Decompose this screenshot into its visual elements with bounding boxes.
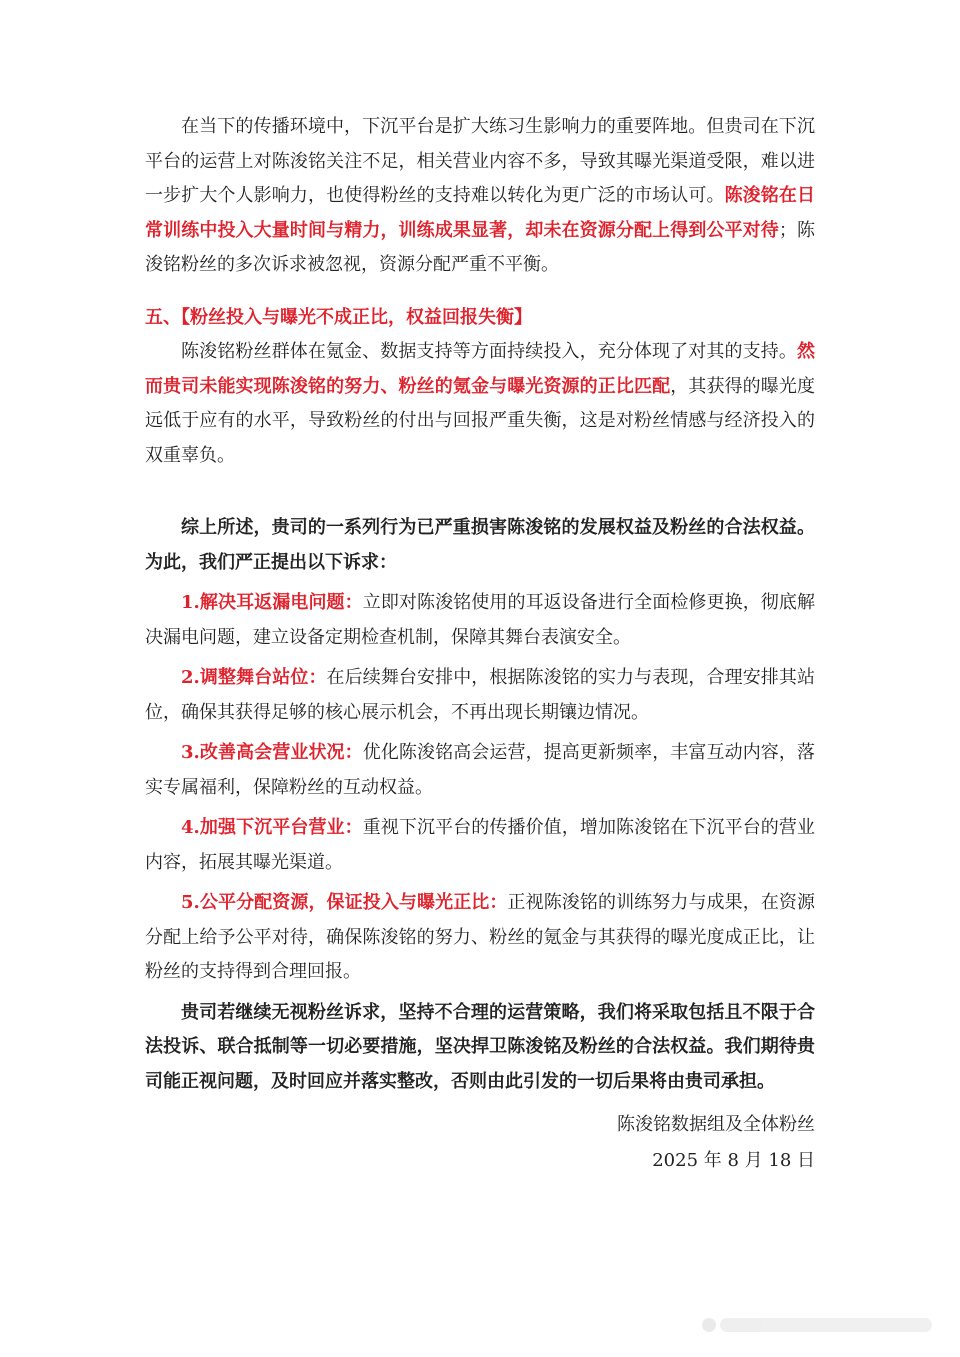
watermark-logo: [702, 1313, 932, 1337]
demand-title: 1.解决耳返漏电问题：: [181, 592, 363, 613]
demand-body: 重视下沉平台的传播价值，增加陈浚铭在下沉平台的营业内容，拓展其曝光渠道。: [145, 817, 815, 873]
section5-line1: 陈浚铭粉丝群体在氪金、数据支持等方面持续投入，充分体现了对其的支持。: [181, 341, 797, 362]
demand-item: [145, 886, 815, 990]
demand-body: 立即对陈浚铭使用的耳返设备进行全面检修更换，彻底解决漏电问题，建立设备定期检查机制，保障其舞台表演安全。: [145, 592, 815, 648]
letter-page: [145, 110, 815, 1179]
summary-paragraph: 综上所述，贵司的一系列行为已严重损害陈浚铭的发展权益及粉丝的合法权益。为此，我们严正提出以下诉求：: [145, 517, 815, 573]
demand-item: [145, 736, 815, 805]
signature-date: 2025 年 8 月 18 日: [652, 1150, 815, 1171]
section5-red-highlight: 然而贵司未能实现陈浚铭的努力、粉丝的氪金与曝光资源的正比匹配: [145, 341, 815, 397]
demand-title: 3.改善高会营业状况：: [181, 742, 363, 763]
demand-body: 优化陈浚铭高会运营，提高更新频率，丰富互动内容，落实专属福利，保障粉丝的互动权益。: [145, 742, 815, 798]
intro-red-highlight: 陈浚铭在日常训练中投入大量时间与精力，训练成果显著，却未在资源分配上得到公平对待: [145, 185, 816, 241]
intro-text: 在当下的传播环境中，下沉平台是扩大练习生影响力的重要阵地。但贵司在下沉平台的运营上对陈浚铭关注不足，相关营业内容不多，导致其曝光渠道受限，难以进一步扩大个人影响力，也使得粉丝的支持难以转化为更广泛的市场认可。: [145, 116, 815, 206]
demand-title: 2.调整舞台站位：: [181, 667, 327, 688]
demand-body: 在后续舞台安排中，根据陈浚铭的实力与表现，合理安排其站位，确保其获得足够的核心展示机会，不再出现长期镶边情况。: [145, 667, 815, 723]
section5-paragraph: [145, 335, 815, 473]
demand-item: [145, 811, 815, 880]
demand-body: 正视陈浚铭的训练努力与成果，在资源分配上给予公平对待，确保陈浚铭的努力、粉丝的氪金与其获得的曝光度成正比，让粉丝的支持得到合理回报。: [145, 892, 816, 982]
intro-paragraph: [145, 110, 815, 283]
demand-item: [145, 661, 815, 730]
demand-title: 4.加强下沉平台营业：: [181, 817, 363, 838]
signature-block: [145, 1107, 815, 1179]
demand-item: [145, 586, 815, 655]
demand-title: 5.公平分配资源，保证投入与曝光正比：: [181, 892, 508, 913]
intro-tail: ；陈浚铭粉丝的多次诉求被忽视，资源分配严重不平衡。: [145, 219, 816, 275]
closing-paragraph: 贵司若继续无视粉丝诉求，坚持不合理的运营策略，我们将采取包括且不限于合法投诉、联合抵制等一切必要措施，坚决捍卫陈浚铭及粉丝的合法权益。我们期待贵司能正视问题，及时回应并落实整改，否则由此引发的一切后果将由贵司承担。: [145, 1001, 815, 1092]
watermark-icon: [702, 1318, 716, 1332]
section5-heading: 五、【粉丝投入与曝光不成正比，权益回报失衡】: [145, 306, 532, 328]
signature-org: 陈浚铭数据组及全体粉丝: [617, 1114, 815, 1135]
section5-tail: ，其获得的曝光度远低于应有的水平，导致粉丝的付出与回报严重失衡，这是对粉丝情感与经济投入的双重辜负。: [145, 375, 815, 466]
watermark-bar: [720, 1318, 932, 1332]
